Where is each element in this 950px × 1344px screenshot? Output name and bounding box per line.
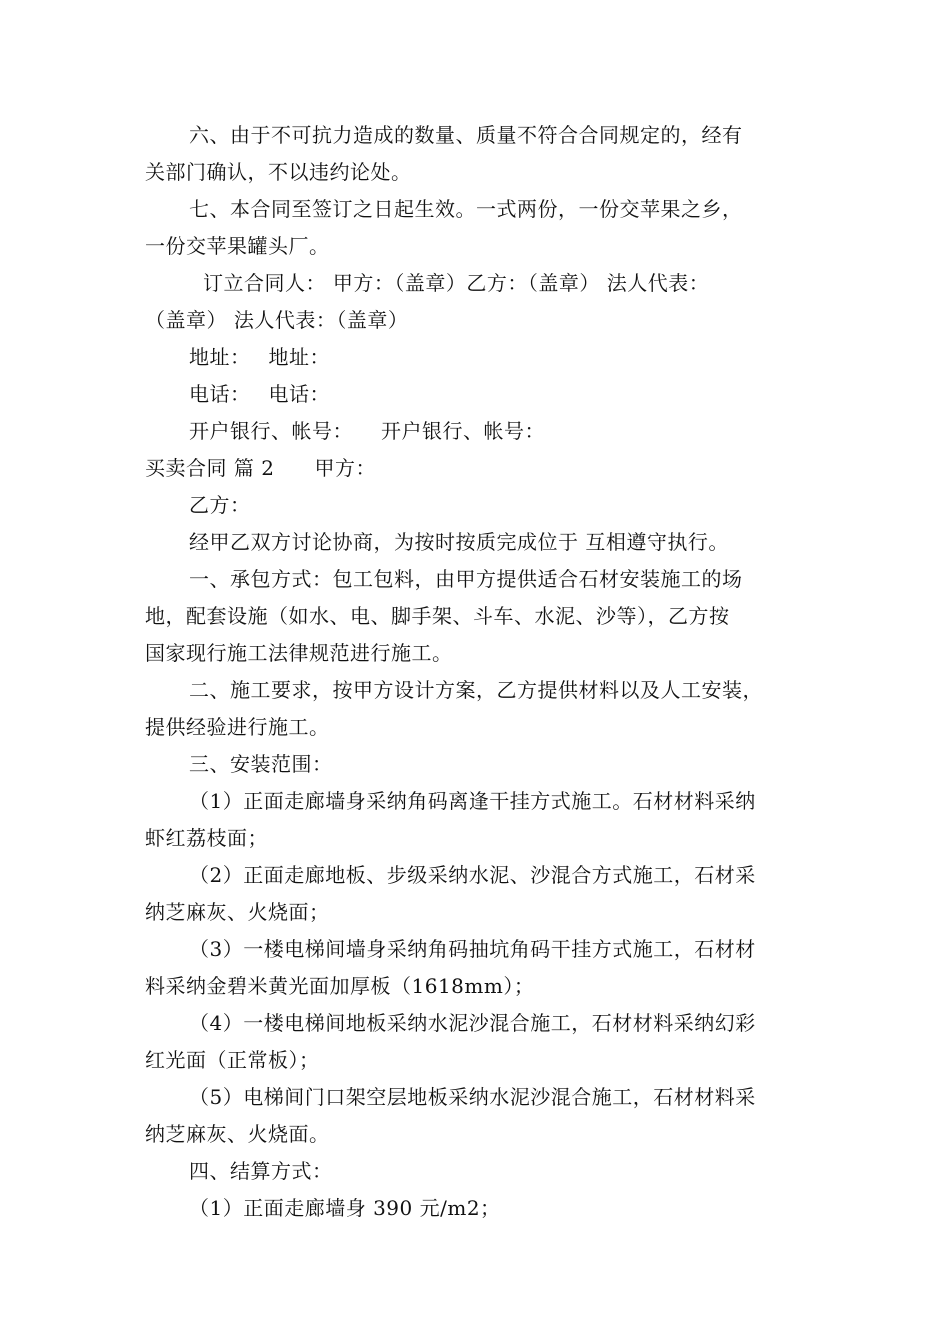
phone-label-b: 电话：	[268, 382, 330, 406]
paragraph-line: （4）一楼电梯间地板采纳水泥沙混合施工，石材材料采纳幻彩	[189, 1011, 756, 1035]
paragraph-line: 纳芝麻灰、火烧面。	[145, 1122, 330, 1146]
paragraph-line: 纳芝麻灰、火烧面；	[145, 900, 330, 924]
paragraph-line: 提供经验进行施工。	[145, 715, 330, 739]
paragraph-line: 三、安装范围：	[189, 752, 333, 776]
paragraph-line: 一份交苹果罐头厂。	[145, 234, 330, 258]
address-label-b: 地址：	[268, 345, 330, 369]
paragraph-line: 料采纳金碧米黄光面加厚板（1618mm）；	[145, 974, 535, 998]
paragraph-line: （5）电梯间门口架空层地板采纳水泥沙混合施工，石材材料采	[189, 1085, 756, 1109]
signatories-line: （盖章） 法人代表：（盖章）	[145, 308, 409, 332]
phone-line	[145, 376, 825, 413]
paragraph-line: 七、本合同至签订之日起生效。一式两份，一份交苹果之乡，	[189, 197, 743, 221]
section-heading-line	[145, 450, 825, 487]
bank-label-b: 开户银行、帐号：	[381, 419, 545, 443]
bank-line	[145, 413, 825, 450]
paragraph-line: 四、结算方式：	[189, 1159, 333, 1183]
paragraph-line: 六、由于不可抗力造成的数量、质量不符合合同规定的，经有	[189, 123, 743, 147]
section-title: 买卖合同 篇 2	[145, 456, 275, 480]
paragraph-line: （1）正面走廊墙身采纳角码离逢干挂方式施工。石材材料采纳	[189, 789, 756, 813]
paragraph-line: 经甲乙双方讨论协商，为按时按质完成位于 互相遵守执行。	[189, 530, 729, 554]
paragraph-line: 乙方：	[189, 493, 251, 517]
paragraph-line: 二、施工要求，按甲方设计方案，乙方提供材料以及人工安装，	[189, 678, 763, 702]
party-a-label: 甲方：	[314, 456, 376, 480]
bank-label-a: 开户银行、帐号：	[189, 419, 353, 443]
paragraph-line: 关部门确认，不以违约论处。	[145, 160, 412, 184]
paragraph-line: 虾红荔枝面；	[145, 826, 268, 850]
paragraph-line: 红光面（正常板）；	[145, 1048, 320, 1072]
paragraph-line: 地，配套设施（如水、电、脚手架、斗车、水泥、沙等），乙方按	[145, 604, 730, 628]
signatories-line: 订立合同人： 甲方：（盖章）乙方：（盖章） 法人代表：	[203, 271, 710, 295]
paragraph-line: （2）正面走廊地板、步级采纳水泥、沙混合方式施工，石材采	[189, 863, 756, 887]
address-label-a: 地址：	[189, 345, 251, 369]
paragraph-line: 国家现行施工法律规范进行施工。	[145, 641, 453, 665]
address-line	[145, 339, 825, 376]
phone-label-a: 电话：	[189, 382, 251, 406]
paragraph-line: （1）正面走廊墙身 390 元/m2；	[189, 1196, 501, 1220]
paragraph-line: （3）一楼电梯间墙身采纳角码抽坑角码干挂方式施工，石材材	[189, 937, 756, 961]
document-page	[145, 117, 825, 1227]
paragraph-line: 一、承包方式：包工包料，由甲方提供适合石材安装施工的场	[189, 567, 743, 591]
